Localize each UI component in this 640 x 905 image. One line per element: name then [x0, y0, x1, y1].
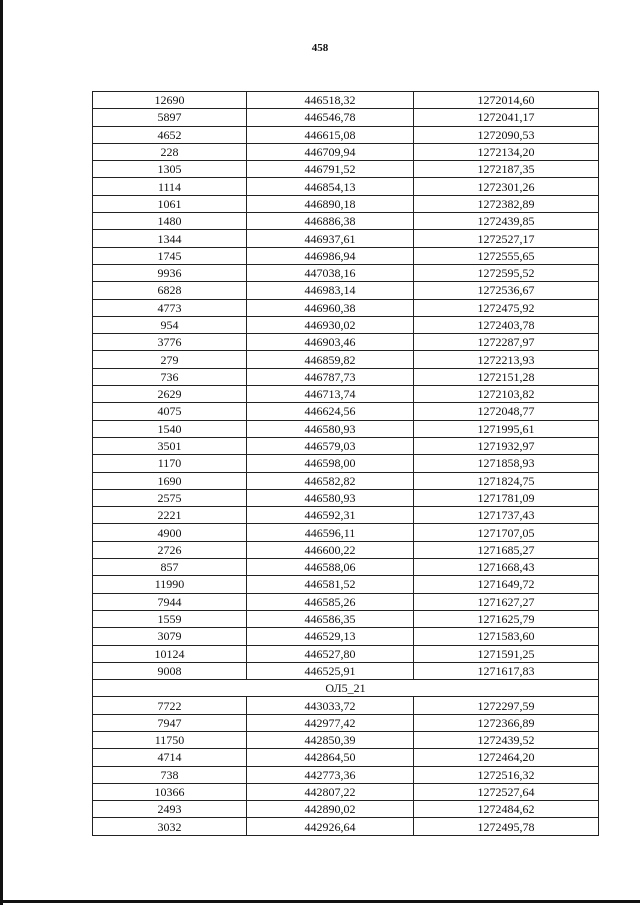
x-coordinate-cell: 446787,73: [247, 368, 414, 385]
x-coordinate-cell: 446586,35: [247, 610, 414, 627]
y-coordinate-cell: 1272475,92: [414, 299, 599, 316]
x-coordinate-cell: 446580,93: [247, 489, 414, 506]
point-number-cell: 4075: [93, 403, 247, 420]
table-row: [93, 264, 599, 281]
table-row: [93, 92, 599, 109]
y-coordinate-cell: 1272014,60: [414, 92, 599, 109]
point-number-cell: 857: [93, 559, 247, 576]
x-coordinate-cell: 446581,52: [247, 576, 414, 593]
point-number-cell: 2221: [93, 507, 247, 524]
x-coordinate-cell: 446596,11: [247, 524, 414, 541]
y-coordinate-cell: 1272439,52: [414, 731, 599, 748]
x-coordinate-cell: 446986,94: [247, 247, 414, 264]
x-coordinate-cell: 446518,32: [247, 92, 414, 109]
y-coordinate-cell: 1272595,52: [414, 264, 599, 281]
x-coordinate-cell: 446791,52: [247, 161, 414, 178]
y-coordinate-cell: 1272301,26: [414, 178, 599, 195]
table-row: [93, 593, 599, 610]
table-row: [93, 143, 599, 160]
point-number-cell: 1480: [93, 213, 247, 230]
point-number-cell: 3776: [93, 334, 247, 351]
x-coordinate-cell: 447038,16: [247, 264, 414, 281]
point-number-cell: 279: [93, 351, 247, 368]
table-row: [93, 489, 599, 506]
y-coordinate-cell: 1272151,28: [414, 368, 599, 385]
point-number-cell: 4714: [93, 749, 247, 766]
x-coordinate-cell: 446529,13: [247, 628, 414, 645]
y-coordinate-cell: 1271932,97: [414, 437, 599, 454]
x-coordinate-cell: 442807,22: [247, 783, 414, 800]
y-coordinate-cell: 1272439,85: [414, 213, 599, 230]
point-number-cell: 11990: [93, 576, 247, 593]
table-row: [93, 801, 599, 818]
point-number-cell: 1061: [93, 195, 247, 212]
section-label: ОЛ5_21: [93, 680, 599, 697]
table-row: [93, 714, 599, 731]
point-number-cell: 3501: [93, 437, 247, 454]
x-coordinate-cell: 442864,50: [247, 749, 414, 766]
table-row: [93, 178, 599, 195]
y-coordinate-cell: 1272495,78: [414, 818, 599, 835]
table-row: [93, 109, 599, 126]
x-coordinate-cell: 446527,80: [247, 645, 414, 662]
point-number-cell: 12690: [93, 92, 247, 109]
y-coordinate-cell: 1272555,65: [414, 247, 599, 264]
x-coordinate-cell: 446859,82: [247, 351, 414, 368]
scan-edge-bottom: [0, 900, 640, 903]
y-coordinate-cell: 1271995,61: [414, 420, 599, 437]
table-row: [93, 368, 599, 385]
table-row: [93, 507, 599, 524]
y-coordinate-cell: 1272403,78: [414, 316, 599, 333]
x-coordinate-cell: 446983,14: [247, 282, 414, 299]
table-row: [93, 282, 599, 299]
scan-edge-left: [0, 0, 3, 905]
table-row: [93, 351, 599, 368]
x-coordinate-cell: 446937,61: [247, 230, 414, 247]
section-header-row: [93, 680, 599, 697]
point-number-cell: 5897: [93, 109, 247, 126]
point-number-cell: 3079: [93, 628, 247, 645]
x-coordinate-cell: 446598,00: [247, 455, 414, 472]
table-row: [93, 645, 599, 662]
table-row: [93, 559, 599, 576]
x-coordinate-cell: 442977,42: [247, 714, 414, 731]
x-coordinate-cell: 446592,31: [247, 507, 414, 524]
y-coordinate-cell: 1272516,32: [414, 766, 599, 783]
table-row: [93, 697, 599, 714]
point-number-cell: 1540: [93, 420, 247, 437]
y-coordinate-cell: 1271627,27: [414, 593, 599, 610]
point-number-cell: 228: [93, 143, 247, 160]
coordinates-table: [92, 91, 599, 836]
table-row: [93, 161, 599, 178]
y-coordinate-cell: 1272536,67: [414, 282, 599, 299]
table-row: [93, 766, 599, 783]
table-row: [93, 662, 599, 679]
point-number-cell: 10124: [93, 645, 247, 662]
table-row: [93, 541, 599, 558]
point-number-cell: 2575: [93, 489, 247, 506]
y-coordinate-cell: 1271737,43: [414, 507, 599, 524]
point-number-cell: 3032: [93, 818, 247, 835]
x-coordinate-cell: 446615,08: [247, 126, 414, 143]
x-coordinate-cell: 446886,38: [247, 213, 414, 230]
x-coordinate-cell: 446585,26: [247, 593, 414, 610]
x-coordinate-cell: 442850,39: [247, 731, 414, 748]
y-coordinate-cell: 1271583,60: [414, 628, 599, 645]
point-number-cell: 11750: [93, 731, 247, 748]
y-coordinate-cell: 1272213,93: [414, 351, 599, 368]
y-coordinate-cell: 1272187,35: [414, 161, 599, 178]
point-number-cell: 1559: [93, 610, 247, 627]
table-row: [93, 316, 599, 333]
y-coordinate-cell: 1271649,72: [414, 576, 599, 593]
y-coordinate-cell: 1272041,17: [414, 109, 599, 126]
table-row: [93, 195, 599, 212]
point-number-cell: 1344: [93, 230, 247, 247]
table-row: [93, 818, 599, 835]
y-coordinate-cell: 1272103,82: [414, 386, 599, 403]
x-coordinate-cell: 446588,06: [247, 559, 414, 576]
x-coordinate-cell: 446890,18: [247, 195, 414, 212]
x-coordinate-cell: 442926,64: [247, 818, 414, 835]
x-coordinate-cell: 446525,91: [247, 662, 414, 679]
point-number-cell: 2493: [93, 801, 247, 818]
y-coordinate-cell: 1271685,27: [414, 541, 599, 558]
y-coordinate-cell: 1271591,25: [414, 645, 599, 662]
x-coordinate-cell: 446582,82: [247, 472, 414, 489]
point-number-cell: 7944: [93, 593, 247, 610]
table-row: [93, 437, 599, 454]
point-number-cell: 2629: [93, 386, 247, 403]
x-coordinate-cell: 446713,74: [247, 386, 414, 403]
x-coordinate-cell: 442773,36: [247, 766, 414, 783]
point-number-cell: 1690: [93, 472, 247, 489]
point-number-cell: 954: [93, 316, 247, 333]
table-row: [93, 783, 599, 800]
table-row: [93, 386, 599, 403]
x-coordinate-cell: 446709,94: [247, 143, 414, 160]
x-coordinate-cell: 446854,13: [247, 178, 414, 195]
point-number-cell: 1170: [93, 455, 247, 472]
x-coordinate-cell: 446546,78: [247, 109, 414, 126]
y-coordinate-cell: 1272382,89: [414, 195, 599, 212]
point-number-cell: 1114: [93, 178, 247, 195]
table-row: [93, 299, 599, 316]
x-coordinate-cell: 446903,46: [247, 334, 414, 351]
table-row: [93, 230, 599, 247]
table-row: [93, 247, 599, 264]
table-row: [93, 455, 599, 472]
y-coordinate-cell: 1272287,97: [414, 334, 599, 351]
point-number-cell: 9936: [93, 264, 247, 281]
x-coordinate-cell: 446600,22: [247, 541, 414, 558]
y-coordinate-cell: 1272464,20: [414, 749, 599, 766]
table-row: [93, 334, 599, 351]
y-coordinate-cell: 1271668,43: [414, 559, 599, 576]
point-number-cell: 9008: [93, 662, 247, 679]
table-row: [93, 403, 599, 420]
x-coordinate-cell: 446580,93: [247, 420, 414, 437]
point-number-cell: 2726: [93, 541, 247, 558]
table-row: [93, 472, 599, 489]
table-row: [93, 213, 599, 230]
point-number-cell: 1305: [93, 161, 247, 178]
table-row: [93, 749, 599, 766]
point-number-cell: 736: [93, 368, 247, 385]
table-row: [93, 420, 599, 437]
x-coordinate-cell: 443033,72: [247, 697, 414, 714]
point-number-cell: 4773: [93, 299, 247, 316]
point-number-cell: 7947: [93, 714, 247, 731]
page-number: 458: [311, 42, 329, 54]
y-coordinate-cell: 1272484,62: [414, 801, 599, 818]
point-number-cell: 4652: [93, 126, 247, 143]
y-coordinate-cell: 1271617,83: [414, 662, 599, 679]
y-coordinate-cell: 1271858,93: [414, 455, 599, 472]
point-number-cell: 7722: [93, 697, 247, 714]
point-number-cell: 6828: [93, 282, 247, 299]
y-coordinate-cell: 1272048,77: [414, 403, 599, 420]
x-coordinate-cell: 446960,38: [247, 299, 414, 316]
point-number-cell: 738: [93, 766, 247, 783]
y-coordinate-cell: 1272090,53: [414, 126, 599, 143]
table-row: [93, 628, 599, 645]
table-row: [93, 731, 599, 748]
y-coordinate-cell: 1272297,59: [414, 697, 599, 714]
y-coordinate-cell: 1271824,75: [414, 472, 599, 489]
y-coordinate-cell: 1272527,17: [414, 230, 599, 247]
x-coordinate-cell: 446624,56: [247, 403, 414, 420]
y-coordinate-cell: 1271707,05: [414, 524, 599, 541]
table-row: [93, 610, 599, 627]
table-row: [93, 126, 599, 143]
y-coordinate-cell: 1272134,20: [414, 143, 599, 160]
point-number-cell: 4900: [93, 524, 247, 541]
y-coordinate-cell: 1271781,09: [414, 489, 599, 506]
x-coordinate-cell: 446930,02: [247, 316, 414, 333]
x-coordinate-cell: 446579,03: [247, 437, 414, 454]
x-coordinate-cell: 442890,02: [247, 801, 414, 818]
y-coordinate-cell: 1272366,89: [414, 714, 599, 731]
y-coordinate-cell: 1272527,64: [414, 783, 599, 800]
table-row: [93, 576, 599, 593]
point-number-cell: 1745: [93, 247, 247, 264]
y-coordinate-cell: 1271625,79: [414, 610, 599, 627]
coordinates-table-body: [93, 92, 599, 836]
table-row: [93, 524, 599, 541]
point-number-cell: 10366: [93, 783, 247, 800]
